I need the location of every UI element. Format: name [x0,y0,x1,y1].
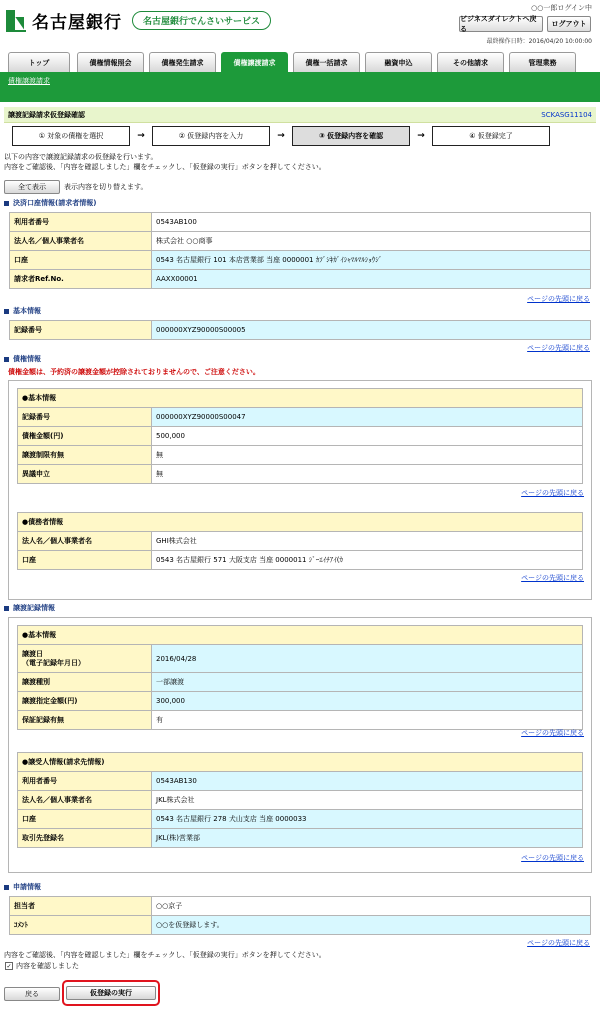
tab-loan[interactable]: 融資申込 [365,52,432,72]
subnav-claim-transfer[interactable]: 債権譲渡請求 [8,77,50,85]
step-1: ① 対象の債権を選択 [12,126,130,146]
row-label: 保証記録有無 [18,711,152,730]
tab-claim-inquiry[interactable]: 債権情報照会 [77,52,144,72]
application-table [9,896,591,935]
back-to-top-link[interactable]: ページの先頭に戻る [527,939,590,947]
claim-basic-table [17,388,583,484]
row-label: 譲渡制限有無 [18,446,152,465]
back-to-top-link[interactable]: ページの先頭に戻る [527,295,590,303]
row-value: 000000XYZ90000S00005 [152,321,591,340]
back-to-top-link[interactable]: ページの先頭に戻る [521,854,584,862]
progress-steps [12,126,550,146]
row-value: 無 [152,465,583,484]
row-label: 法人名／個人事業者名 [18,791,152,810]
intro-line-2: 内容をご確認後、「内容を確認しました」欄をチェックし、「仮登録の実行」ボタンを押してください。 [4,163,326,171]
row-label: 取引先登録名 [18,829,152,848]
back-to-top-link[interactable]: ページの先頭に戻る [521,574,584,582]
tab-claim-bulk[interactable]: 債権一括請求 [293,52,360,72]
checkbox-checked-icon[interactable]: ✓ [6,962,12,970]
row-value: 有 [152,711,583,730]
row-value: 000000XYZ90000S00047 [152,408,583,427]
section-settlement-account-heading: 決済口座情報(請求者情報) [4,198,96,208]
subsection-title: ●基本情報 [18,626,583,645]
row-label: 法人名／個人事業者名 [18,532,152,551]
row-label: 口座 [18,810,152,829]
show-all-button[interactable]: 全て表示 [4,180,60,194]
intro-line-1: 以下の内容で譲渡記録請求の仮登録を行います。 [4,153,158,161]
row-label: 口座 [10,251,152,270]
row-value: 0543AB130 [152,772,583,791]
last-operation-time: 最終操作日時：2016/04/20 10:00:00 [486,38,592,45]
row-value: ○○京子 [152,897,591,916]
row-label: 請求者Ref.No. [10,270,152,289]
row-value: 500,000 [152,427,583,446]
confirm-instruction: 内容をご確認後、「内容を確認しました」欄をチェックし、「仮登録の実行」ボタンを押してください。 [4,951,326,959]
bank-name: 名古屋銀行 [32,13,122,33]
debtor-table [17,512,583,570]
row-value: 0543 名古屋銀行 571 大阪支店 当座 0000011 ｼﾞｰｴｲﾁｱｲ(ｶ [152,551,583,570]
tab-claim-issue[interactable]: 債権発生請求 [149,52,216,72]
back-to-top-link[interactable]: ページの先頭に戻る [521,489,584,497]
settlement-account-table [9,212,591,289]
transferee-table [17,752,583,848]
confirm-checkbox-label: 内容を確認しました [16,962,79,970]
row-value: 300,000 [152,692,583,711]
row-label: 担当者 [10,897,152,916]
subsection-title: ●基本情報 [18,389,583,408]
step-3: ③ 仮登録内容を確認 [292,126,410,146]
tab-top[interactable]: トップ [8,52,70,72]
row-value: 株式会社 ○○商事 [152,232,591,251]
confirm-checkbox-row[interactable] [5,961,79,971]
row-label: 記録番号 [18,408,152,427]
row-label: 債権金額(円) [18,427,152,446]
tab-admin[interactable]: 管理業務 [509,52,576,72]
row-value: 0543AB100 [152,213,591,232]
logout-button[interactable]: ログアウト [547,16,591,32]
user-login-status: ○○一郎ログイン中 [531,4,592,12]
row-label: ｺﾒﾝﾄ [10,916,152,935]
row-value: 一部譲渡 [152,673,583,692]
row-label: 譲渡指定金額(円) [18,692,152,711]
back-to-top-link[interactable]: ページの先頭に戻る [521,729,584,737]
page-title-bar [4,107,596,123]
row-label: 法人名／個人事業者名 [10,232,152,251]
basic-info-table [9,320,591,340]
row-value: GHI株式会社 [152,532,583,551]
show-all-text: 表示内容を切り替えます。 [64,183,148,191]
row-value: JKL株式会社 [152,791,583,810]
row-label: 利用者番号 [18,772,152,791]
transfer-basic-table [17,625,583,730]
row-value: JKL(株)営業部 [152,829,583,848]
row-value: 0543 名古屋銀行 278 犬山支店 当座 0000033 [152,810,583,829]
business-direct-button[interactable]: ビジネスダイレクトへ戻る [459,16,543,32]
arrow-right-icon: → [137,131,145,141]
nav-bar [0,72,600,102]
row-label: 譲渡日 （電子記録年月日） [18,645,152,673]
row-value: 2016/04/28 [152,645,583,673]
arrow-right-icon: → [277,131,285,141]
main-tabs [8,52,594,72]
service-name: 名古屋銀行でんさいサービス [132,11,271,30]
screen-id: SCKASG11104 [541,110,592,119]
row-label: 譲渡種別 [18,673,152,692]
section-application-heading: 申請情報 [4,882,41,892]
claim-warning: 債権金額は、予約済の譲渡金額が控除されておりませんので、ご注意ください。 [8,368,260,376]
row-value: AAXX00001 [152,270,591,289]
tab-other[interactable]: その他請求 [437,52,504,72]
step-4: ④ 仮登録完了 [432,126,550,146]
subsection-title: ●債務者情報 [18,513,583,532]
tab-claim-transfer[interactable]: 債権譲渡請求 [221,52,288,72]
row-value: ○○を仮登録します。 [152,916,591,935]
arrow-right-icon: → [417,131,425,141]
page-title: 譲渡記録請求仮登録確認 [8,110,85,119]
row-value: 無 [152,446,583,465]
subsection-title: ●譲受人情報(請求先情報) [18,753,583,772]
section-transfer-record-heading: 譲渡記録情報 [4,603,55,613]
back-to-top-link[interactable]: ページの先頭に戻る [527,344,590,352]
bank-logo [6,8,271,33]
step-2: ② 仮登録内容を入力 [152,126,270,146]
section-claim-heading: 債権情報 [4,354,41,364]
provisional-register-button[interactable]: 仮登録の実行 [66,986,156,1000]
section-basic-heading: 基本情報 [4,306,41,316]
row-value: 0543 名古屋銀行 101 本店営業部 当座 0000001 ｶﾌﾞｼｷｶﾞｲｼｬﾏﾙﾏﾙｼｮｳｼﾞ [152,251,591,270]
row-label: 異議申立 [18,465,152,484]
row-label: 記録番号 [10,321,152,340]
bank-logo-icon [6,10,26,32]
back-button[interactable]: 戻る [4,987,60,1001]
header [0,0,600,50]
row-label: 利用者番号 [10,213,152,232]
row-label: 口座 [18,551,152,570]
